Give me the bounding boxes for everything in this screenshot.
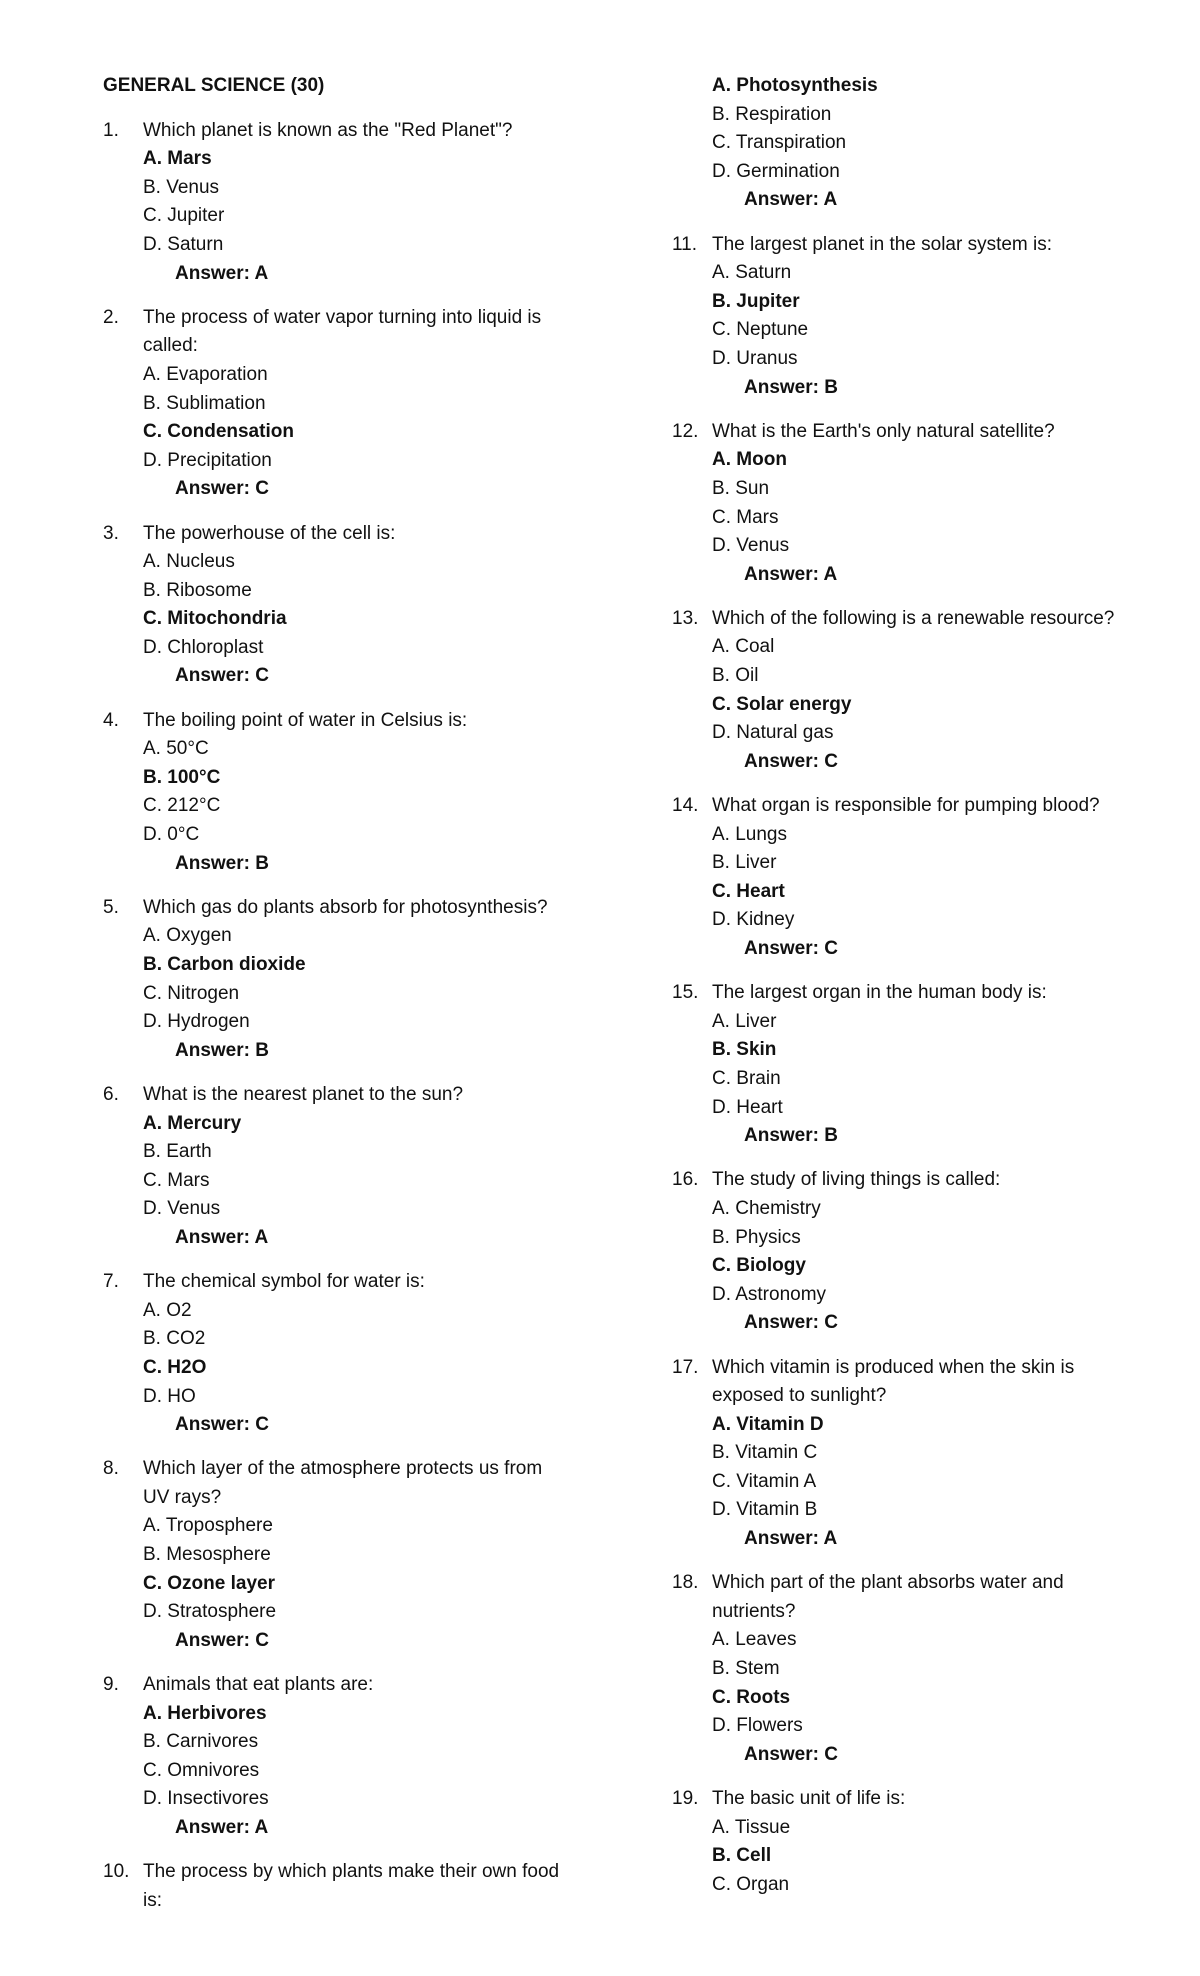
option: D. Vitamin B <box>712 1499 818 1521</box>
option: B. Oil <box>712 665 759 687</box>
options-list <box>143 1110 573 1224</box>
option: A. Evaporation <box>143 363 268 385</box>
answer-key: Answer: A <box>744 1528 838 1550</box>
option: B. Physics <box>712 1226 801 1248</box>
option: A. Leaves <box>712 1629 797 1651</box>
options-list <box>143 145 573 259</box>
question-block <box>672 979 1142 1151</box>
options-list <box>143 1297 573 1411</box>
question-text: What organ is responsible for pumping blood? <box>712 795 1100 817</box>
question-block <box>672 1354 1142 1554</box>
question-text: Which of the following is a renewable resource? <box>712 607 1115 629</box>
options-list <box>712 1411 1142 1525</box>
option: C. 212°C <box>143 795 221 817</box>
question-number: 16. <box>672 1169 699 1191</box>
answer-key: Answer: A <box>175 1817 269 1838</box>
question-stem <box>103 520 573 549</box>
answer-key: Answer: A <box>175 262 269 284</box>
answer-key: Answer: A <box>175 1226 269 1248</box>
option: B. Ribosome <box>143 579 252 601</box>
left-column <box>103 72 573 1915</box>
options-list <box>143 922 573 1036</box>
question-text: Which gas do plants absorb for photosynthesis? <box>143 896 548 918</box>
question-text: Which layer of the atmosphere protects us from UV rays? <box>143 1458 543 1508</box>
question-text: The powerhouse of the cell is: <box>143 522 396 544</box>
correct-option: B. Jupiter <box>712 290 800 312</box>
question-text: The process of water vapor turning into liquid is called: <box>143 306 542 357</box>
question-text: What is the nearest planet to the sun? <box>143 1083 464 1105</box>
options-list <box>712 446 1142 560</box>
option: D. Natural gas <box>712 722 834 744</box>
correct-option: C. Condensation <box>143 421 294 443</box>
question-stem <box>672 1166 1142 1195</box>
options-list <box>712 1195 1142 1309</box>
option: B. Respiration <box>712 103 832 125</box>
option: A. Oxygen <box>143 925 232 947</box>
correct-option: A. Mars <box>143 148 212 170</box>
option: D. Heart <box>712 1096 783 1118</box>
option: A. Coal <box>712 636 775 658</box>
question-block <box>672 418 1142 590</box>
question-continuation <box>672 72 1142 215</box>
correct-option: B. Carbon dioxide <box>143 954 306 975</box>
correct-option: C. Solar energy <box>712 693 852 715</box>
option: D. Astronomy <box>712 1283 827 1305</box>
correct-option: C. Ozone layer <box>143 1572 275 1594</box>
question-stem <box>672 979 1142 1008</box>
question-block <box>672 1569 1142 1769</box>
question-block <box>672 1785 1142 1899</box>
question-stem <box>103 117 573 146</box>
question-stem <box>103 1455 573 1512</box>
option: A. Chemistry <box>712 1197 821 1219</box>
question-stem <box>672 792 1142 821</box>
question-block <box>103 117 573 289</box>
options-list <box>143 1700 573 1814</box>
question-stem <box>672 418 1142 447</box>
question-number: 19. <box>672 1788 699 1809</box>
question-text: The study of living things is called: <box>712 1169 1001 1191</box>
answer-key: Answer: A <box>744 563 838 585</box>
question-number: 8. <box>103 1458 119 1480</box>
question-text: The basic unit of life is: <box>712 1788 906 1809</box>
question-number: 10. <box>103 1861 130 1883</box>
question-block <box>103 304 573 504</box>
question-text: Which planet is known as the "Red Planet"? <box>143 119 513 141</box>
option: C. Transpiration <box>712 132 847 154</box>
option: B. Vitamin C <box>712 1442 818 1464</box>
question-number: 2. <box>103 306 119 328</box>
option: B. Earth <box>143 1141 212 1163</box>
question-stem <box>672 605 1142 634</box>
option: D. Hydrogen <box>143 1011 250 1033</box>
option: D. Chloroplast <box>143 636 264 658</box>
question-block <box>103 1268 573 1440</box>
question-block <box>103 707 573 879</box>
question-number: 1. <box>103 119 119 141</box>
options-list <box>143 1512 573 1626</box>
question-text: Which part of the plant absorbs water and nutrients? <box>712 1572 1064 1622</box>
question-stem <box>103 1858 573 1915</box>
options-list <box>143 735 573 849</box>
question-block <box>103 1671 573 1843</box>
correct-option: C. Heart <box>712 880 785 902</box>
options-list <box>712 259 1142 373</box>
question-number: 17. <box>672 1356 699 1378</box>
option: C. Vitamin A <box>712 1470 817 1492</box>
right-column <box>672 72 1142 1915</box>
option: A. Tissue <box>712 1816 791 1838</box>
option: D. 0°C <box>143 824 200 846</box>
option: C. Brain <box>712 1067 781 1089</box>
options-list <box>712 1008 1142 1122</box>
question-stem <box>672 1569 1142 1626</box>
option: A. Nucleus <box>143 551 235 573</box>
answer-key: Answer: C <box>175 1629 269 1651</box>
answer-key: Answer: C <box>744 1743 838 1765</box>
question-block <box>103 1858 573 1915</box>
answer-key: Answer: C <box>744 1312 838 1334</box>
option: B. CO2 <box>143 1328 206 1350</box>
correct-option: B. 100°C <box>143 766 221 788</box>
option: D. Stratosphere <box>143 1601 277 1623</box>
question-number: 14. <box>672 795 699 817</box>
option: D. Insectivores <box>143 1788 269 1810</box>
correct-option: C. Roots <box>712 1686 791 1708</box>
question-text: Which vitamin is produced when the skin is exposed to sunlight? <box>712 1356 1075 1407</box>
answer-key: Answer: B <box>744 376 838 398</box>
option: B. Liver <box>712 852 777 874</box>
option: C. Jupiter <box>143 205 225 227</box>
section-heading: GENERAL SCIENCE (30) <box>103 75 325 96</box>
question-block <box>672 1166 1142 1338</box>
option: D. Saturn <box>143 233 224 255</box>
correct-option: B. Cell <box>712 1845 772 1867</box>
question-number: 4. <box>103 709 119 731</box>
answer-key: Answer: C <box>175 665 269 687</box>
question-number: 12. <box>672 420 699 442</box>
options-list <box>712 821 1142 935</box>
question-stem <box>672 1354 1142 1411</box>
question-text: The chemical symbol for water is: <box>143 1271 425 1293</box>
option: B. Venus <box>143 176 220 198</box>
option: D. Kidney <box>712 909 795 931</box>
option: B. Sun <box>712 477 770 499</box>
answer-key: Answer: B <box>175 1039 269 1061</box>
option: C. Omnivores <box>143 1759 260 1781</box>
option: B. Sublimation <box>143 392 266 414</box>
option: D. Uranus <box>712 347 798 369</box>
question-block <box>672 792 1142 964</box>
question-stem <box>672 231 1142 260</box>
correct-option: A. Herbivores <box>143 1702 267 1724</box>
question-text: Animals that eat plants are: <box>143 1674 374 1696</box>
question-text: The largest organ in the human body is: <box>712 982 1047 1004</box>
question-block <box>103 520 573 692</box>
question-number: 15. <box>672 982 699 1004</box>
question-text: The process by which plants make their own food is: <box>143 1861 560 1911</box>
question-stem <box>103 1268 573 1297</box>
question-number: 18. <box>672 1572 699 1594</box>
option: D. Venus <box>143 1198 221 1220</box>
answer-key: Answer: B <box>175 852 269 874</box>
question-block <box>103 1455 573 1655</box>
correct-option: C. H2O <box>143 1356 207 1378</box>
option: D. HO <box>143 1385 196 1407</box>
question-block <box>672 231 1142 403</box>
correct-option: A. Photosynthesis <box>712 75 878 96</box>
question-text: The boiling point of water in Celsius is: <box>143 709 468 731</box>
question-text: The largest planet in the solar system is: <box>712 233 1053 255</box>
options-list <box>712 1626 1142 1740</box>
options-list <box>712 633 1142 747</box>
correct-option: B. Skin <box>712 1039 777 1061</box>
option: A. Saturn <box>712 262 792 284</box>
question-stem <box>103 304 573 361</box>
question-stem <box>672 1785 1142 1814</box>
correct-option: A. Mercury <box>143 1112 242 1134</box>
options-list <box>143 361 573 475</box>
option: A. Lungs <box>712 823 787 845</box>
question-number: 9. <box>103 1674 119 1696</box>
question-number: 13. <box>672 607 699 629</box>
question-stem <box>103 894 573 923</box>
question-block <box>103 1081 573 1253</box>
correct-option: A. Moon <box>712 449 787 471</box>
answer-key: Answer: C <box>744 938 838 959</box>
question-text: What is the Earth's only natural satellite? <box>712 420 1055 442</box>
correct-option: C. Biology <box>712 1255 806 1277</box>
option: C. Neptune <box>712 319 809 341</box>
answer-key: Answer: B <box>744 1125 838 1147</box>
option: C. Nitrogen <box>143 982 240 1004</box>
answer-key: Answer: C <box>175 478 269 500</box>
answer-key: Answer: C <box>744 750 838 772</box>
option: D. Venus <box>712 535 790 557</box>
option: A. Troposphere <box>143 1515 273 1537</box>
correct-option: A. Vitamin D <box>712 1413 824 1435</box>
answer-key: Answer: C <box>175 1414 269 1436</box>
question-stem <box>103 707 573 736</box>
option: B. Mesosphere <box>143 1544 271 1566</box>
option: D. Germination <box>712 160 840 182</box>
option: C. Mars <box>143 1169 210 1191</box>
option: C. Organ <box>712 1873 790 1895</box>
correct-option: C. Mitochondria <box>143 608 287 630</box>
option: B. Carnivores <box>143 1731 259 1753</box>
question-stem <box>103 1081 573 1110</box>
option: A. O2 <box>143 1299 192 1321</box>
question-number: 3. <box>103 522 119 544</box>
question-block <box>672 605 1142 777</box>
options-list <box>143 548 573 662</box>
question-number: 5. <box>103 896 119 918</box>
question-number: 7. <box>103 1271 119 1293</box>
question-stem <box>103 1671 573 1700</box>
option: B. Stem <box>712 1658 780 1680</box>
option: A. Liver <box>712 1010 777 1032</box>
options-list <box>712 72 1142 186</box>
answer-key: Answer: A <box>744 189 838 211</box>
question-number: 11. <box>672 233 698 255</box>
option: A. 50°C <box>143 738 209 760</box>
option: D. Precipitation <box>143 449 272 471</box>
option: C. Mars <box>712 506 779 528</box>
question-number: 6. <box>103 1083 119 1105</box>
option: D. Flowers <box>712 1715 803 1737</box>
options-list <box>712 1814 1142 1900</box>
question-block <box>103 894 573 1066</box>
